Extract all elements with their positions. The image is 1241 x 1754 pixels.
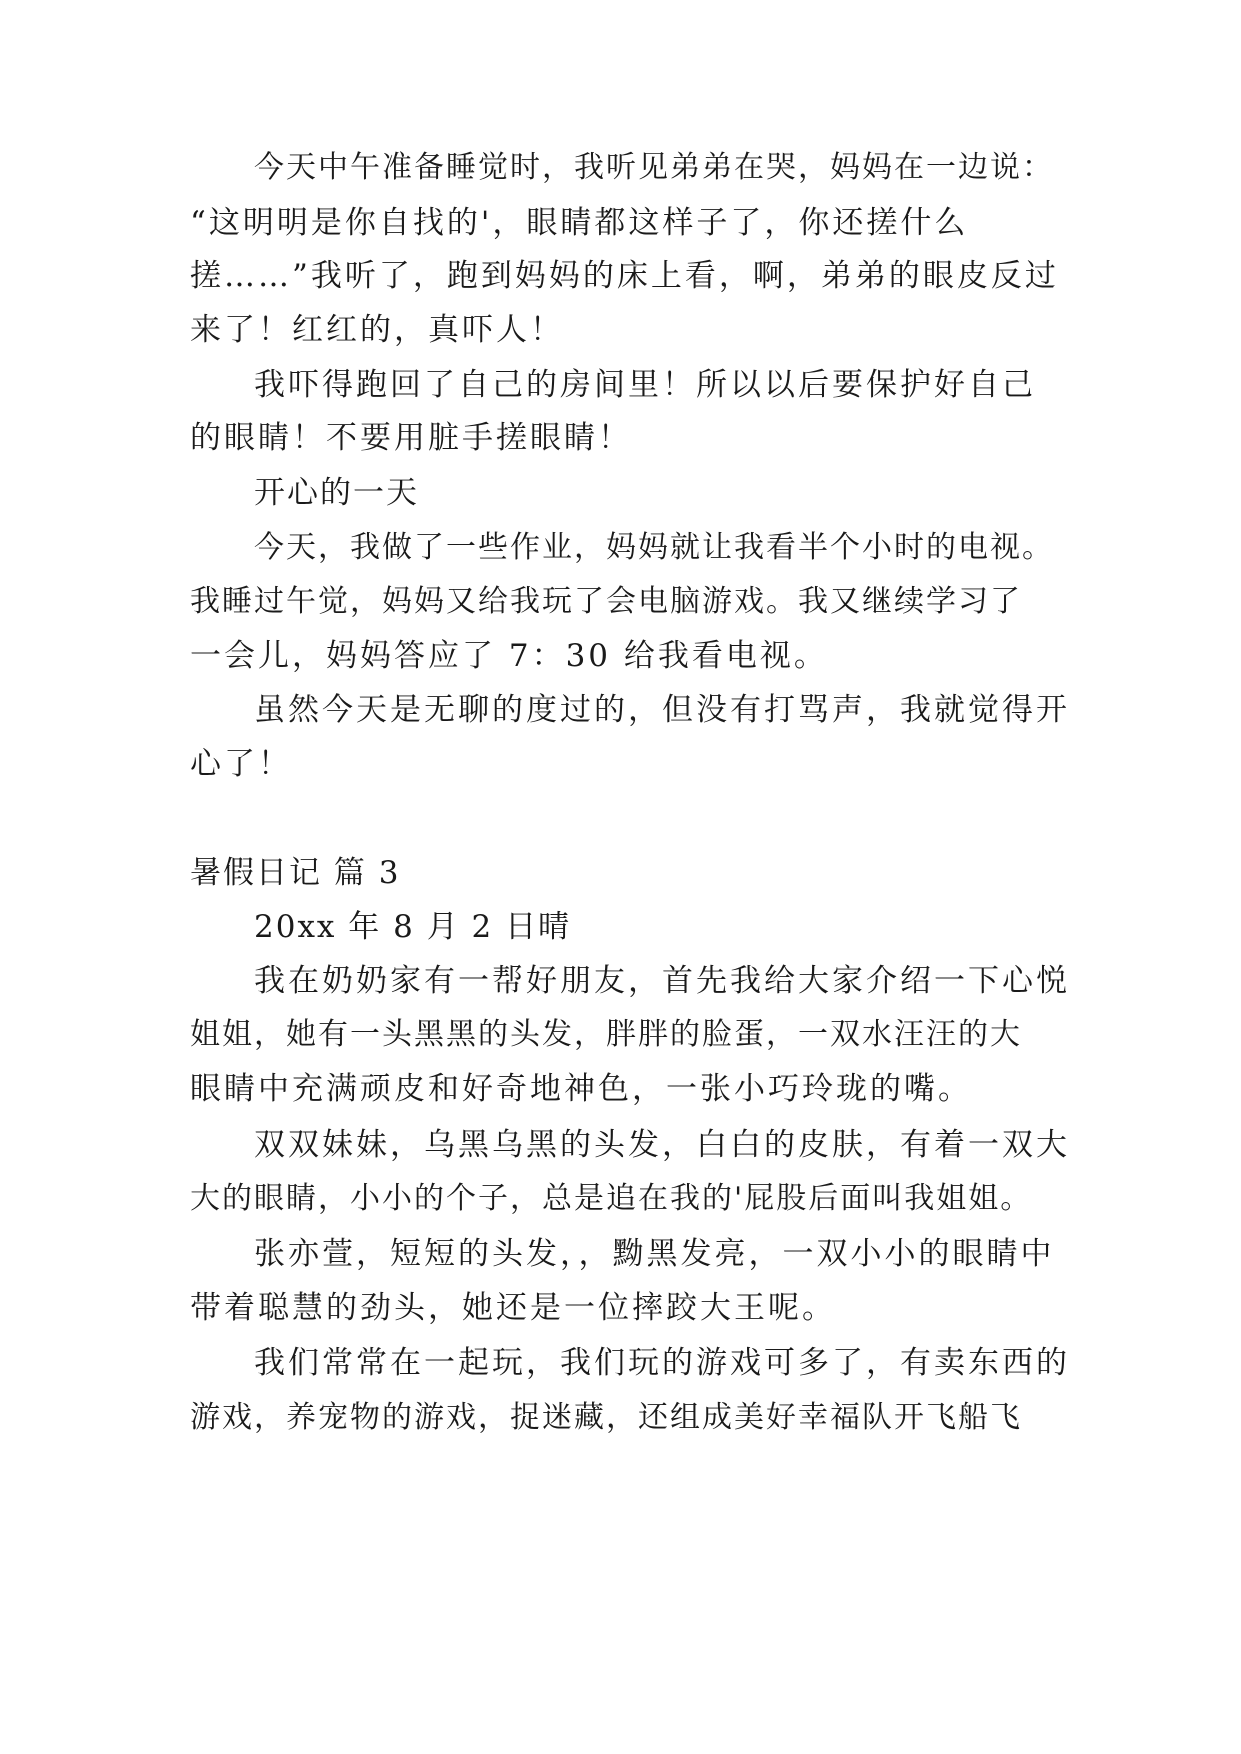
paragraph-line: 我睡过午觉，妈妈又给我玩了会电脑游戏。我又继续学习了 [190,584,1022,619]
paragraph-line: 心了！ [190,746,292,782]
paragraph-line: 今天，我做了一些作业，妈妈就让我看半个小时的电视。 [254,530,1054,565]
paragraph-line: 来了！红红的，真吓人！ [190,312,564,348]
paragraph-line: 我们常常在一起玩，我们玩的游戏可多了，有卖东西的 [254,1345,1070,1381]
paragraph-line: 搓……”我听了，跑到妈妈的床上看，啊，弟弟的眼皮反过 [190,258,1059,294]
paragraph-line: 游戏，养宠物的游戏，捉迷藏，还组成美好幸福队开飞船飞 [190,1400,1022,1435]
paragraph-line: 眼睛中充满顽皮和好奇地神色，一张小巧玲珑的嘴。 [190,1071,972,1107]
paragraph-line: 虽然今天是无聊的度过的，但没有打骂声，我就觉得开 [254,692,1070,728]
paragraph-line: 我在奶奶家有一帮好朋友，首先我给大家介绍一下心悦 [254,963,1070,999]
paragraph-line: 我吓得跑回了自己的房间里！所以以后要保护好自己 [254,367,1036,403]
paragraph-line: 今天中午准备睡觉时，我听见弟弟在哭，妈妈在一边说： [254,150,1054,185]
paragraph-line: 大的眼睛，小小的个子，总是追在我的'屁股后面叫我姐姐。 [190,1181,1033,1216]
section-title: 暑假日记 篇 3 [190,855,401,891]
paragraph-line: 带着聪慧的劲头，她还是一位摔跤大王呢。 [190,1290,836,1326]
subtitle: 开心的一天 [254,475,419,511]
paragraph-line: 张亦萱，短短的头发，，黝黑发亮，一双小小的眼睛中 [254,1236,1055,1272]
paragraph-line: 双双妹妹，乌黑乌黑的头发，白白的皮肤，有着一双大 [254,1127,1070,1163]
paragraph-line: “这明明是你自找的'，眼睛都这样子了，你还搓什么 [190,205,969,241]
paragraph-line: 的眼睛！不要用脏手搓眼睛！ [190,420,632,456]
paragraph-line: 一会儿，妈妈答应了 7：30 给我看电视。 [190,638,828,674]
paragraph-line: 姐姐，她有一头黑黑的头发，胖胖的脸蛋，一双水汪汪的大 [190,1017,1022,1052]
entry-date: 20xx 年 8 月 2 日晴 [254,909,572,945]
